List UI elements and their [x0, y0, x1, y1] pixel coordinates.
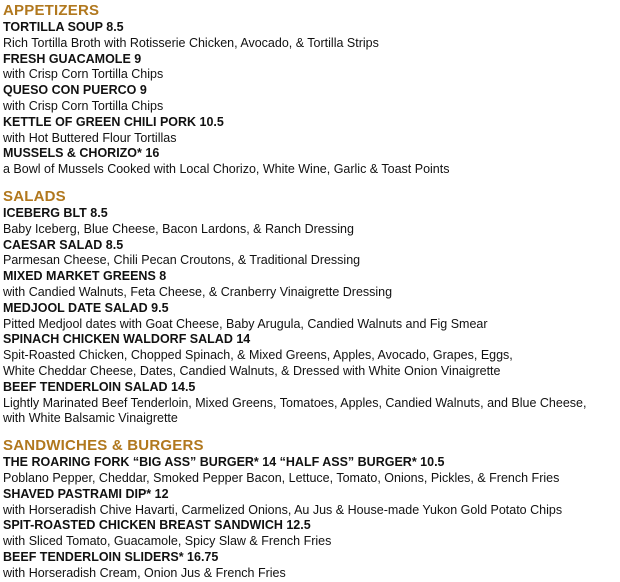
salads-section: [2, 188, 620, 427]
item-description: with Horseradish Chive Havarti, Carmelized Onions, Au Jus & House-made Yukon Gold Potato Chips: [3, 502, 563, 517]
item-name: MEDJOOL DATE SALAD 9.5: [3, 300, 169, 315]
item-name: TORTILLA SOUP 8.5: [3, 20, 124, 34]
item-name: SPIT-ROASTED CHICKEN BREAST SANDWICH 12.5: [3, 518, 311, 533]
item-name: BEEF TENDERLOIN SALAD 14.5: [3, 379, 196, 394]
menu-item: [2, 487, 620, 519]
menu-item: [2, 380, 620, 427]
item-name: BEEF TENDERLOIN SLIDERS* 16.75: [3, 549, 219, 564]
menu-item: [2, 238, 620, 270]
menu-item: [2, 146, 620, 178]
menu-item: [2, 20, 620, 52]
item-description: with Horseradish Cream, Onion Jus & French Fries: [3, 565, 286, 580]
item-name: ICEBERG BLT 8.5: [3, 205, 108, 220]
item-name: QUESO CON PUERCO 9: [3, 83, 147, 98]
section-title-salads: SALADS: [3, 187, 66, 205]
item-description: with Sliced Tomato, Guacamole, Spicy Slaw & French Fries: [3, 534, 332, 549]
item-name: SHAVED PASTRAMI DIP* 12: [3, 486, 169, 501]
item-description: Lightly Marinated Beef Tenderloin, Mixed Greens, Tomatoes, Apples, Candied Walnuts, and Blue Cheese,: [3, 395, 587, 410]
appetizers-section: [2, 2, 620, 178]
item-description: Rich Tortilla Broth with Rotisserie Chicken, Avocado, & Tortilla Strips: [3, 35, 379, 50]
item-description: with Crisp Corn Tortilla Chips: [3, 98, 164, 113]
item-description: Pitted Medjool dates with Goat Cheese, Baby Arugula, Candied Walnuts and Fig Smear: [3, 316, 488, 331]
menu-item: [2, 332, 620, 379]
menu-item: [2, 83, 620, 115]
menu-item: [2, 52, 620, 84]
item-name: SPINACH CHICKEN WALDORF SALAD 14: [3, 332, 251, 347]
menu-item: [2, 301, 620, 333]
item-description: White Cheddar Cheese, Dates, Candied Walnuts, & Dressed with White Onion Vinaigrette: [3, 363, 501, 378]
section-title-appetizers: APPETIZERS: [3, 2, 100, 19]
sandwiches-section: [2, 437, 620, 581]
item-description: Poblano Pepper, Cheddar, Smoked Pepper Bacon, Lettuce, Tomato, Onions, Pickles, & French Fries: [3, 470, 560, 485]
menu-item: [2, 269, 620, 301]
item-name: KETTLE OF GREEN CHILI PORK 10.5: [3, 114, 224, 129]
item-name: CAESAR SALAD 8.5: [3, 237, 124, 252]
item-name: THE ROARING FORK “BIG ASS” BURGER* 14 “HALF ASS” BURGER* 10.5: [3, 455, 445, 470]
menu-item: [2, 206, 620, 238]
item-description: Spit-Roasted Chicken, Chopped Spinach, & Mixed Greens, Apples, Avocado, Grapes, Eggs,: [3, 348, 513, 363]
menu-item: [2, 115, 620, 147]
menu-item: [2, 455, 620, 487]
menu-item: [2, 518, 620, 550]
item-description: with Candied Walnuts, Feta Cheese, & Cranberry Vinaigrette Dressing: [3, 284, 393, 299]
item-description: with Crisp Corn Tortilla Chips: [3, 67, 164, 82]
menu-item: [2, 550, 620, 582]
item-description: Baby Iceberg, Blue Cheese, Bacon Lardons, & Ranch Dressing: [3, 221, 354, 236]
item-name: FRESH GUACAMOLE 9: [3, 51, 142, 66]
item-description: a Bowl of Mussels Cooked with Local Chorizo, White Wine, Garlic & Toast Points: [3, 162, 450, 177]
item-description: with White Balsamic Vinaigrette: [3, 411, 178, 426]
item-name: MIXED MARKET GREENS 8: [3, 269, 167, 284]
item-description: Parmesan Cheese, Chili Pecan Croutons, & Traditional Dressing: [3, 253, 361, 268]
section-title-sandwiches: SANDWICHES & BURGERS: [3, 437, 204, 455]
item-description: with Hot Buttered Flour Tortillas: [3, 130, 177, 145]
item-name: MUSSELS & CHORIZO* 16: [3, 146, 160, 161]
